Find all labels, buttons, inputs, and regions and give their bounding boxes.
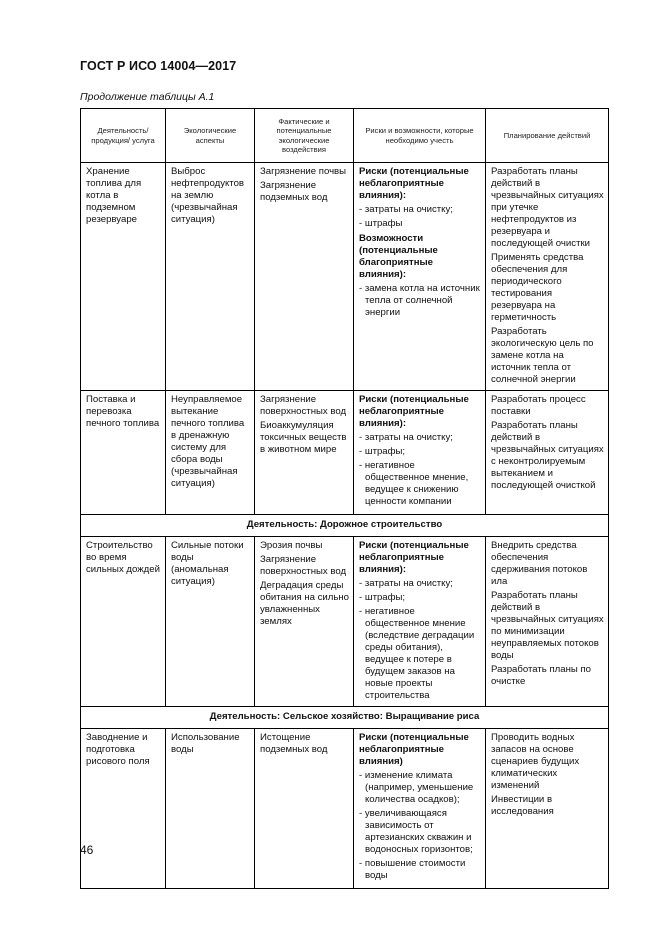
impacts-cell	[255, 537, 354, 707]
action-item: Внедрить средства обеспечения сдерживания потоков ила	[491, 540, 588, 587]
table-row	[81, 163, 609, 391]
aspect-cell: Неуправляемое вытекание печного топлива в дренажную систему для сбора воды (чрезвычайная ситуация)	[166, 391, 255, 515]
column-header-risks: Риски и возможности, которые необходимо учесть	[354, 109, 486, 163]
section-row	[81, 515, 609, 537]
activity-cell: Поставка и перевозка печного топлива	[81, 391, 166, 515]
impact-item: Загрязнение почвы	[260, 166, 347, 177]
activity-cell: Хранение топлива для котла в подземном резервуаре	[81, 163, 166, 391]
action-item: Разработать планы по очистке	[491, 664, 591, 687]
risk-item: - штрафы;	[359, 592, 481, 604]
risk-item: - штрафы;	[359, 446, 481, 458]
risks-cell	[354, 537, 486, 707]
activity-cell: Заводнение и подготовка рисового поля	[81, 729, 166, 889]
risk-item: - увеличивающаяся зависимость от артезианских скважин и водоносных горизонтов;	[359, 808, 481, 856]
environmental-aspects-table	[80, 108, 609, 889]
impact-item: Эрозия почвы	[260, 540, 323, 551]
column-header-aspects: Экологические аспекты	[166, 109, 255, 163]
section-heading: Деятельность: Сельское хозяйство: Выращивание риса	[81, 707, 609, 729]
column-header-actions: Планирование действий	[486, 109, 609, 163]
opportunity-item: - замена котла на источник тепла от солнечной энергии	[359, 283, 481, 319]
risks-cell	[354, 391, 486, 515]
risks-heading: Риски (потенциальные неблагоприятные влияния):	[359, 540, 469, 575]
risks-cell	[354, 163, 486, 391]
risks-heading: Риски (потенциальные неблагоприятные влияния):	[359, 394, 469, 429]
impact-item: Биоаккумуляция токсичных веществ в животном мире	[260, 420, 347, 455]
aspect-cell: Сильные потоки воды (аномальная ситуация)	[166, 537, 255, 707]
aspect-cell: Использование воды	[166, 729, 255, 889]
action-item: Инвестиции в исследования	[491, 794, 554, 817]
table-row	[81, 537, 609, 707]
actions-cell	[486, 391, 609, 515]
aspect-cell: Выброс нефтепродуктов на землю (чрезвычайная ситуация)	[166, 163, 255, 391]
impact-item: Деградация среды обитания на сильно увлажненных землях	[260, 580, 350, 627]
column-header-activity: Деятельность/ продукция/ услуга	[81, 109, 166, 163]
document-title: ГОСТ Р ИСО 14004—2017	[80, 59, 237, 73]
table-row	[81, 729, 609, 889]
risks-heading: Риски (потенциальные неблагоприятные влияния):	[359, 166, 469, 201]
impact-item: Загрязнение поверхностных вод	[260, 554, 347, 577]
action-item: Разработать планы действий в чрезвычайных ситуациях с неконтролируемым вытеканием и последующей очисткой	[491, 420, 604, 491]
actions-cell	[486, 537, 609, 707]
risk-item: - затраты на очистку;	[359, 578, 481, 590]
action-item: Разработать планы действий в чрезвычайных ситуациях по минимизации неуправляемых потоков воды	[491, 590, 604, 661]
activity-cell: Строительство во время сильных дождей	[81, 537, 166, 707]
impacts-cell	[255, 391, 354, 515]
actions-cell	[486, 729, 609, 889]
action-item: Разработать процесс поставки	[491, 394, 586, 417]
opportunities-heading: Возможности (потенциальные благоприятные влияния):	[359, 233, 438, 280]
risk-item: - штрафы	[359, 218, 481, 230]
table-caption: Продолжение таблицы А.1	[80, 91, 215, 103]
impact-item: Истощение подземных вод	[260, 732, 328, 755]
action-item: Разработать экологическую цель по замене котла на источник тепла от солнечной энергии	[491, 326, 594, 385]
risk-item: - негативное общественное мнение, ведущее к снижению ценности компании	[359, 460, 481, 508]
column-header-impacts: Фактические и потенциальные экологические воздействия	[255, 109, 354, 163]
risks-cell	[354, 729, 486, 889]
risk-item: - затраты на очистку;	[359, 204, 481, 216]
section-heading: Деятельность: Дорожное строительство	[81, 515, 609, 537]
page-number: 46	[80, 843, 94, 857]
impacts-cell	[255, 163, 354, 391]
impact-item: Загрязнение поверхностных вод	[260, 394, 347, 417]
risk-item: - изменение климата (например, уменьшение количества осадков);	[359, 770, 481, 806]
risk-item: - затраты на очистку;	[359, 432, 481, 444]
action-item: Разработать планы действий в чрезвычайных ситуациях при утечке нефтепродуктов из резервуара и последующей очистки	[491, 166, 604, 249]
impact-item: Загрязнение подземных вод	[260, 180, 328, 203]
table-row	[81, 391, 609, 515]
table-header-row	[81, 109, 609, 163]
actions-cell	[486, 163, 609, 391]
impacts-cell	[255, 729, 354, 889]
action-item: Проводить водных запасов на основе сценариев будущих климатических изменений	[491, 732, 580, 791]
action-item: Применять средства обеспечения для периодического тестирования резервуара на герметичность	[491, 252, 584, 323]
risks-heading: Риски (потенциальные неблагоприятные влияния)	[359, 732, 469, 767]
risk-item: - повышение стоимости воды	[359, 858, 481, 882]
section-row	[81, 707, 609, 729]
risk-item: - негативное общественное мнение (вследствие деградации среды обитания), ведущее к потере в будущем заказов на новые проекты строительства	[359, 606, 481, 702]
